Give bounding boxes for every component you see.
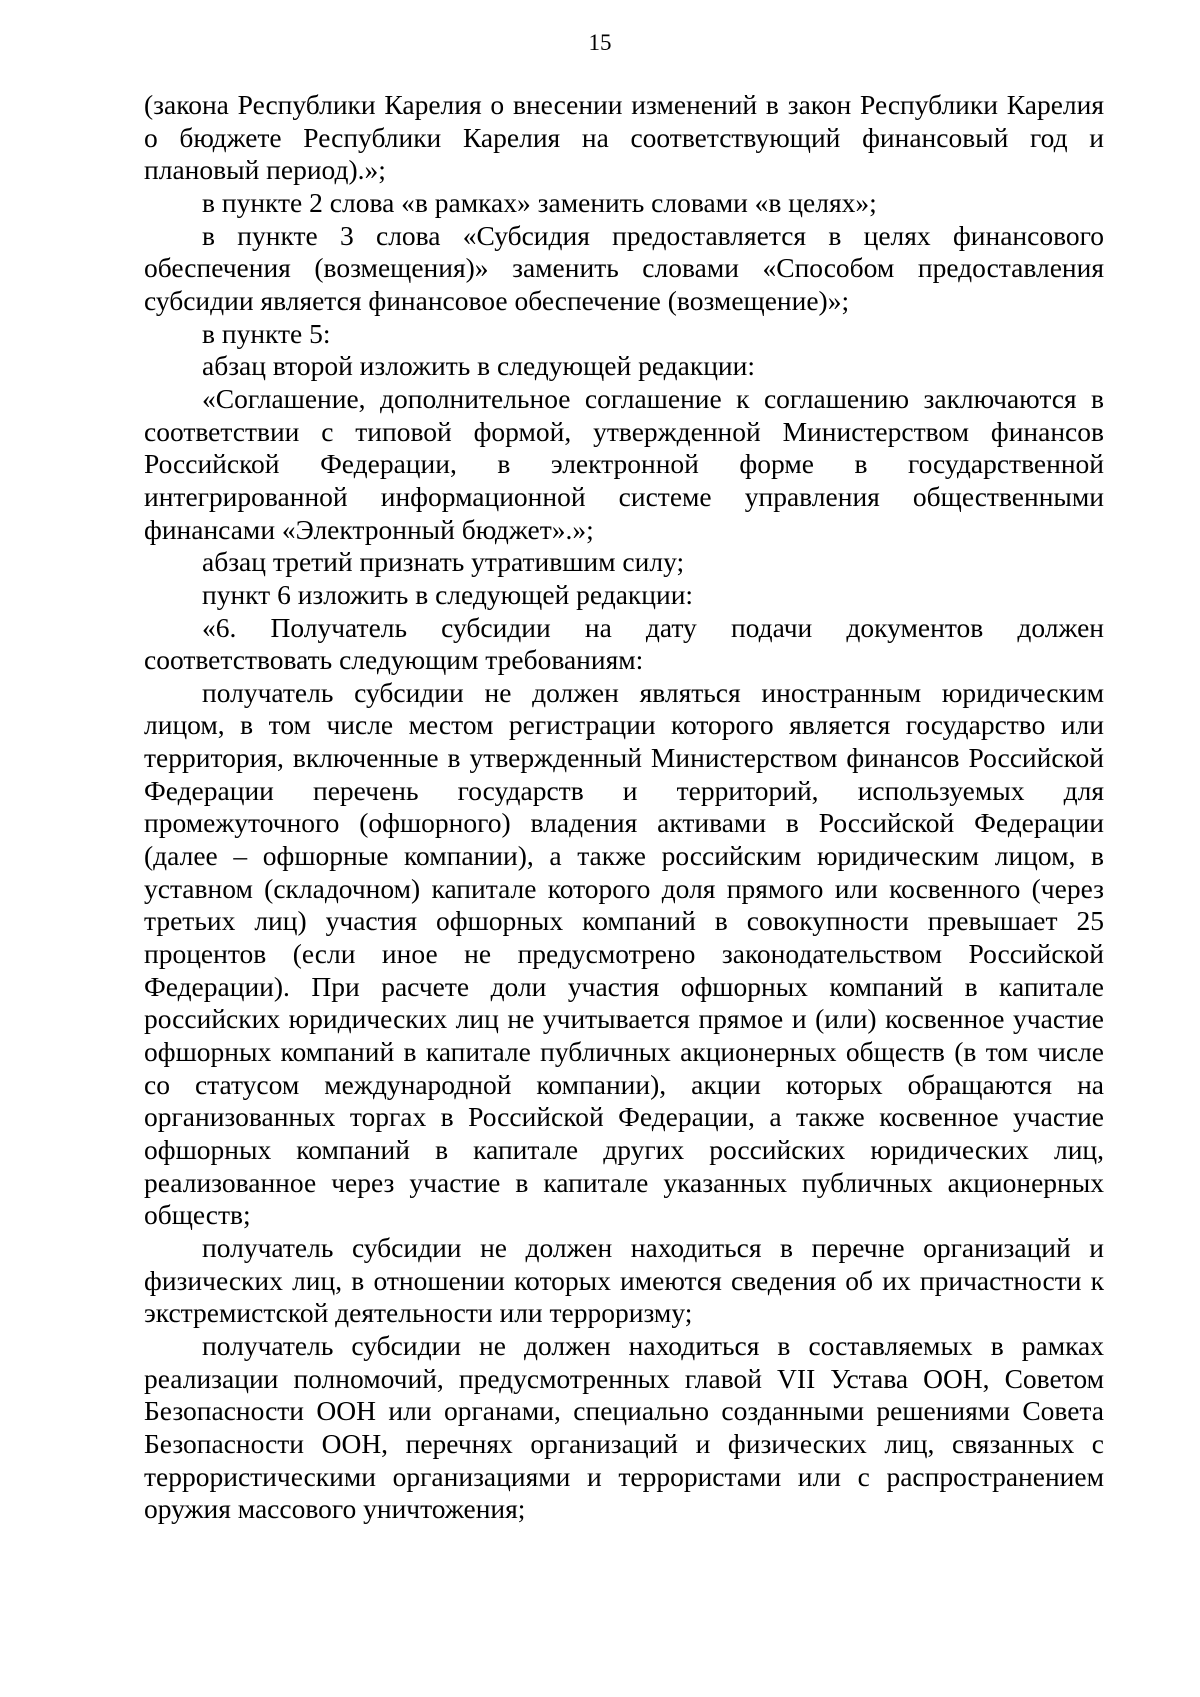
paragraph: «6. Получатель субсидии на дату подачи документов должен соответствовать следующим требованиям: <box>144 611 1104 676</box>
paragraph: пункт 6 изложить в следующей редакции: <box>202 578 694 610</box>
paragraph: абзац третий признать утратившим силу; <box>202 546 685 578</box>
paragraph: в пункте 5: <box>202 317 331 349</box>
paragraph: абзац второй изложить в следующей редакции: <box>202 350 756 382</box>
paragraph: «Соглашение, дополнительное соглашение к соглашению заключаются в соответствии с типовой формой, утвержденной Министерством финансов Российской Федерации, в электронной форме в государственной интегрированной информационной системе управления общественными финансами «Электронный бюджет».»; <box>144 382 1104 545</box>
paragraph: (закона Республики Карелия о внесении изменений в закон Республики Карелия о бюджете Республики Карелия на соответствующий финансовый год и плановый период).»; <box>144 89 1104 186</box>
page-number: 15 <box>588 30 612 55</box>
paragraph: в пункте 3 слова «Субсидия предоставляется в целях финансового обеспечения (возмещения)» заменить словами «Способом предоставления субсидии является финансовое обеспечение (возмещение)»; <box>144 219 1104 316</box>
paragraph: получатель субсидии не должен находиться в перечне организаций и физических лиц, в отношении которых имеются сведения об их причастности к экстремистской деятельности или терроризму; <box>144 1231 1104 1329</box>
paragraph: в пункте 2 слова «в рамках» заменить словами «в целях»; <box>202 186 877 218</box>
document-body <box>144 89 1104 1526</box>
paragraph: получатель субсидии не должен являться иностранным юридическим лицом, в том числе местом регистрации которого является государство или территория, включенные в утвержденный Министерством финансов Российской Федерации перечень государств и территорий, используемых для промежуточного (офшорного) владения активами в Российской Федерации (далее – офшорные компании), а также российским юридическим лицом, в уставном (складочном) капитале которого доля прямого или косвенного (через третьих лиц) участия офшорных компаний в совокупности превышает 25 процентов (если иное не предусмотрено законодательством Российской Федерации). При расчете доли участия офшорных компаний в капитале российских юридических лиц не учитывается прямое и (или) косвенное участие офшорных компаний в капитале публичных акционерных обществ (в том числе со статусом международной компании), акции которых обращаются на организованных торгах в Российской Федерации, а также косвенное участие офшорных компаний в капитале других российских юридических лиц, реализованное через участие в капитале указанных публичных акционерных обществ; <box>144 676 1104 1231</box>
paragraph: получатель субсидии не должен находиться в составляемых в рамках реализации полномочий, предусмотренных главой VII Устава ООН, Советом Безопасности ООН или органами, специально созданными решениями Совета Безопасности ООН, перечнях организаций и физических лиц, связанных с террористическими организациями и террористами или с распространением оружия массового уничтожения; <box>144 1329 1104 1525</box>
